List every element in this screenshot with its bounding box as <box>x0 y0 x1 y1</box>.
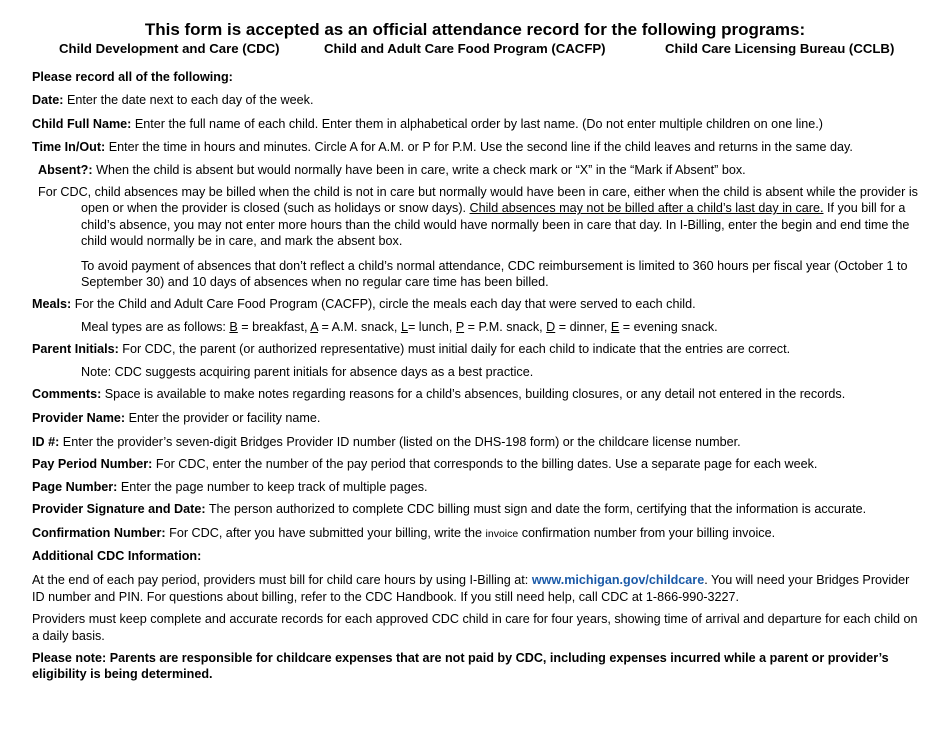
meal-code-b: B <box>229 319 238 334</box>
meal-code-p: P <box>455 319 465 334</box>
cdc-absences-paragraph <box>32 184 922 250</box>
time-in-out-instruction <box>32 139 922 155</box>
page-number-instruction <box>32 479 922 495</box>
records-paragraph: Providers must keep complete and accurate records for each approved CDC child in care for four years, showing time of arrival and departure for each child on a daily basis. <box>32 612 918 643</box>
provider-name-instruction <box>32 410 922 426</box>
signature-label: Provider Signature and Date: <box>32 502 206 517</box>
billing-text-a: At the end of each pay period, providers must bill for child care hours by using I-Billing at: <box>32 573 532 588</box>
child-name-text: Enter the full name of each child. Enter them in alphabetical order by last name. (Do not enter multiple children on one line.) <box>131 116 823 131</box>
please-note-paragraph: Please note: Parents are responsible for childcare expenses that are not paid by CDC, including expenses incurred while a parent or provider’s eligibility is being determined. <box>32 650 889 682</box>
absent-label: Absent?: <box>38 162 93 177</box>
cdc-absences-text-b: If you bill for a child’s absence, you may not enter more hours than the child would have normally been in care that day. In I-Billing, enter the begin and end time the child would normally be in care, and mark the absent box. <box>81 201 910 249</box>
provider-name-label: Provider Name: <box>32 410 126 425</box>
date-text: Enter the date next to each day of the week. <box>63 93 314 108</box>
meal-desc-e: = evening snack. <box>619 319 718 334</box>
meal-code-a: A <box>310 319 318 334</box>
time-in-out-label: Time In/Out: <box>32 140 106 155</box>
signature-text: The person authorized to complete CDC billing must sign and date the form, certifying that the information is accurate. <box>205 502 867 517</box>
comments-instruction <box>32 386 922 402</box>
date-instruction <box>32 92 922 108</box>
time-in-out-text: Enter the time in hours and minutes. Circle A for A.M. or P for P.M. Use the second line if the child leaves and returns in the same day. <box>105 140 853 155</box>
meal-desc-b: = breakfast, <box>237 319 311 334</box>
billing-text-b: . You will need your Bridges Provider ID number and PIN. For questions about billing, refer to the CDC Handbook. If you still need help, call CDC at 1-866-990-3227. <box>32 573 910 604</box>
instructions-body <box>32 69 922 683</box>
date-label: Date: <box>32 93 64 108</box>
meal-code-d: D <box>546 319 556 334</box>
absent-instruction <box>32 162 922 178</box>
confirmation-invoice-word: invoice <box>485 527 519 540</box>
instructions-intro: Please record all of the following: <box>32 70 233 84</box>
signature-instruction <box>32 501 922 517</box>
provider-name-text: Enter the provider or facility name. <box>125 410 321 425</box>
meals-label: Meals: <box>32 297 72 312</box>
pay-period-label: Pay Period Number: <box>32 457 153 472</box>
cdc-absences-underlined: Child absences may not be billed after a child’s last day in care. <box>469 201 824 216</box>
childcare-link[interactable]: www.michigan.gov/childcare <box>531 573 705 588</box>
meal-desc-l: = lunch, <box>407 319 456 334</box>
comments-text: Space is available to make notes regarding reasons for a child’s absences, building closures, or any detail not entered in the records. <box>101 387 846 402</box>
meal-types-prefix: Meal types are as follows: <box>81 319 230 334</box>
parent-initials-text: For CDC, the parent (or authorized representative) must initial daily for each child to indicate that the entries are correct. <box>118 342 791 357</box>
child-name-instruction <box>32 116 922 132</box>
program-cclb: Child Care Licensing Bureau (CCLB) <box>665 41 895 56</box>
meal-desc-d: = dinner, <box>555 319 611 334</box>
id-number-label: ID #: <box>32 434 60 449</box>
meals-text: For the Child and Adult Care Food Program (CACFP), circle the meals each day that were served to each child. <box>71 297 696 312</box>
cdc-absences-text-a: For CDC, child absences may be billed when the child is not in care but normally would have been in care, either when the child is absent while the provider is open or when the provider is closed (such as holidays or snow days). <box>38 185 918 216</box>
pay-period-instruction <box>32 456 922 472</box>
program-cacfp: Child and Adult Care Food Program (CACFP) <box>324 41 606 56</box>
id-number-instruction <box>32 434 922 450</box>
program-list <box>0 41 950 59</box>
meal-types-line <box>32 319 922 335</box>
meal-code-e: E <box>610 319 620 334</box>
absent-text: When the child is absent but would normally have been in care, write a check mark or “X” in the “Mark if Absent” box. <box>92 162 746 177</box>
meals-instruction <box>32 296 922 312</box>
comments-label: Comments: <box>32 387 102 402</box>
id-number-text: Enter the provider’s seven-digit Bridges Provider ID number (listed on the DHS-198 form) or the childcare license number. <box>59 434 741 449</box>
page-number-text: Enter the page number to keep track of multiple pages. <box>117 479 428 494</box>
pay-period-text: For CDC, enter the number of the pay period that corresponds to the billing dates. Use a separate page for each week. <box>152 457 818 472</box>
confirmation-instruction <box>32 525 922 542</box>
program-cdc: Child Development and Care (CDC) <box>59 41 280 56</box>
confirmation-label: Confirmation Number: <box>32 525 166 540</box>
cdc-limit-paragraph: To avoid payment of absences that don’t reflect a child’s normal attendance, CDC reimbursement is limited to 360 hours per fiscal year (October 1 to September 30) and 10 days of absences when no regular care time has been billed. <box>81 258 908 290</box>
confirmation-text-a: For CDC, after you have submitted your billing, write the <box>165 525 486 540</box>
parent-note: Note: CDC suggests acquiring parent initials for absence days as a best practice. <box>81 364 534 379</box>
meal-code-l: L <box>400 319 408 334</box>
meal-desc-a: = A.M. snack, <box>317 319 401 334</box>
page-number-label: Page Number: <box>32 479 118 494</box>
parent-initials-label: Parent Initials: <box>32 342 119 357</box>
form-header-title: This form is accepted as an official attendance record for the following programs: <box>144 20 806 39</box>
parent-initials-instruction <box>32 341 922 357</box>
child-name-label: Child Full Name: <box>32 116 132 131</box>
meal-desc-p: = P.M. snack, <box>464 319 547 334</box>
billing-paragraph <box>32 572 922 605</box>
additional-cdc-heading: Additional CDC Information: <box>32 548 202 563</box>
confirmation-text-b: confirmation number from your billing invoice. <box>518 525 776 540</box>
